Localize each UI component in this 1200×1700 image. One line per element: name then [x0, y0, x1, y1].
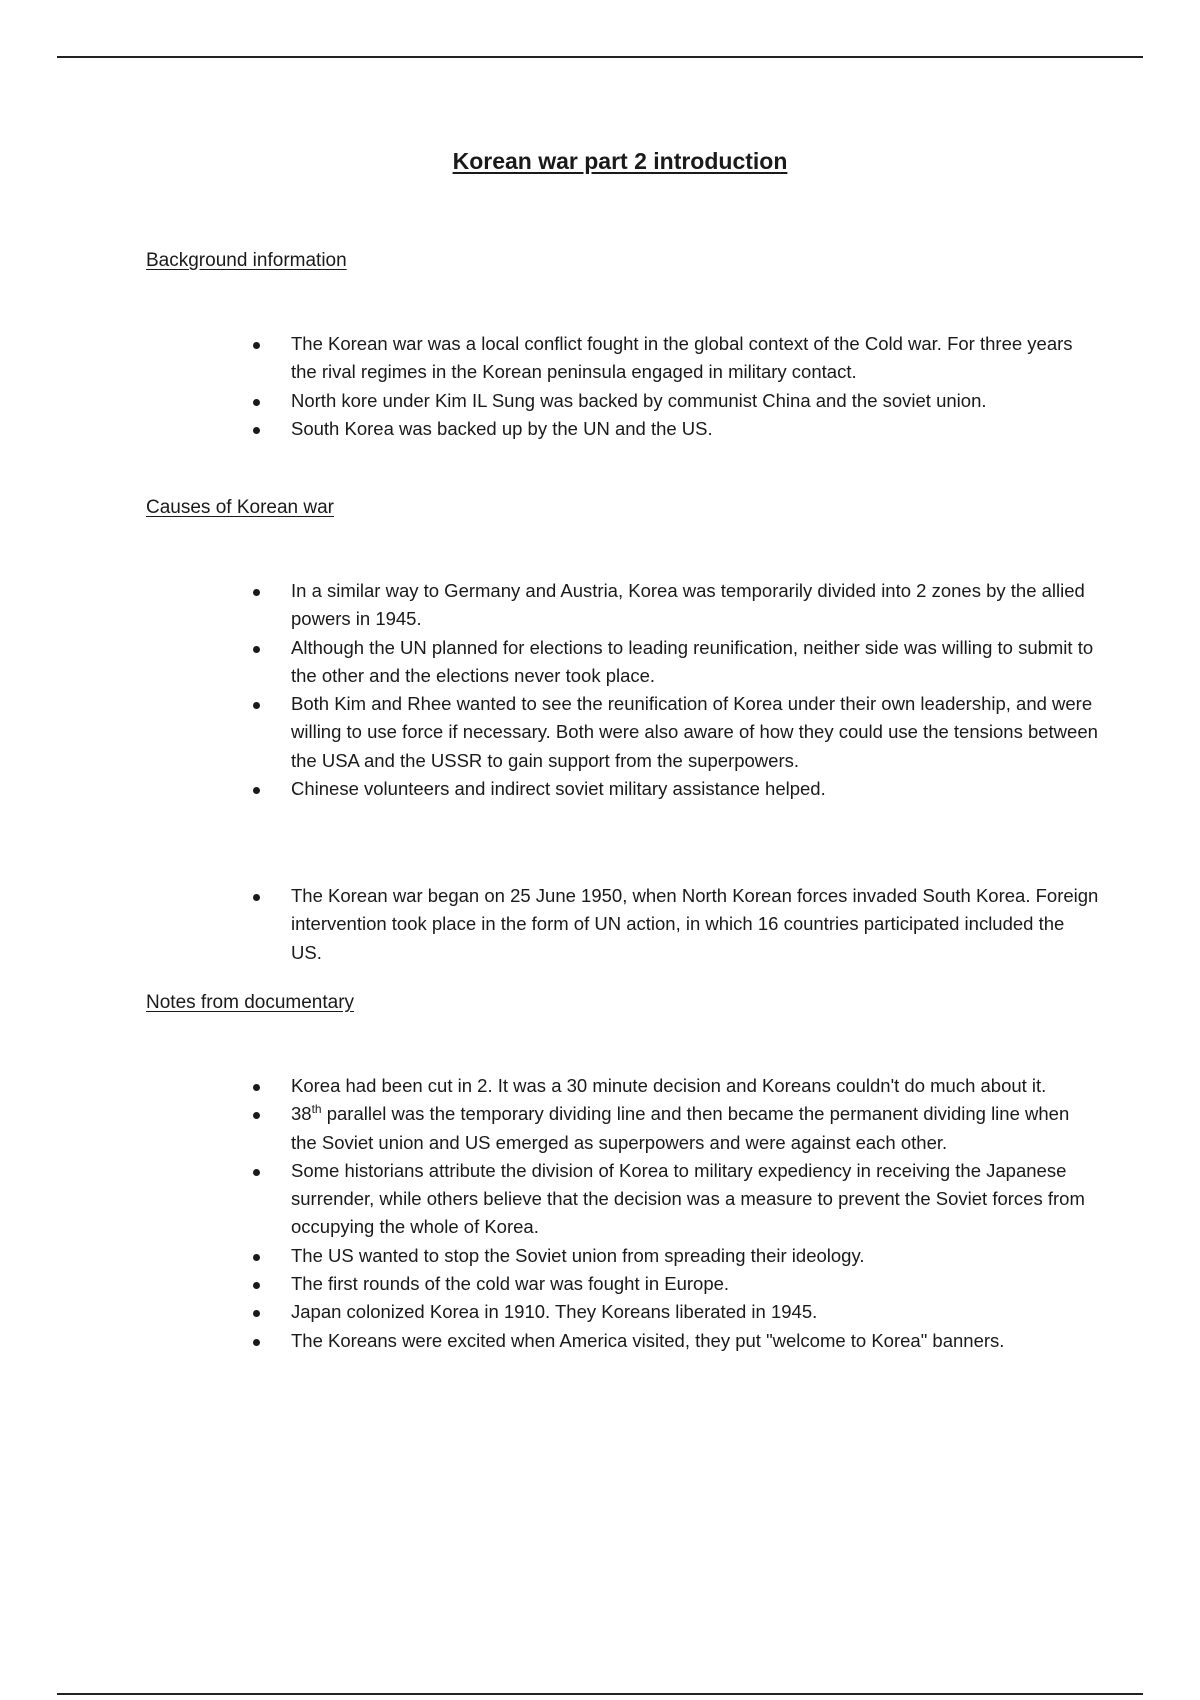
bullet-icon — [253, 1282, 260, 1289]
list-item-text: The Korean war began on 25 June 1950, when North Korean forces invaded South Korea. Foreign intervention took place in the form of UN action, in which 16 countries participated included the US. — [291, 885, 1099, 963]
list-item — [240, 690, 1100, 775]
list-item — [240, 634, 1100, 691]
page-title-text: Korean war part 2 introduction — [452, 148, 788, 174]
list-item-text: Although the UN planned for elections to leading reunification, neither side was willing to submit to the other and the elections never took place. — [291, 636, 1094, 686]
list-item — [240, 1298, 1100, 1326]
list-item-text: Both Kim and Rhee wanted to see the reunification of Korea under their own leadership, and were willing to use force if necessary. Both were also aware of how they could use the tensions between the USA and the USSR to gain support from the superpowers. — [291, 693, 1098, 771]
bottom-divider — [57, 1693, 1143, 1695]
list-item-text: Japan colonized Korea in 1910. They Koreans liberated in 1945. — [291, 1301, 818, 1323]
bullet-icon — [253, 1254, 260, 1261]
list-item — [240, 775, 1100, 803]
list-item-text: The Korean war was a local conflict fought in the global context of the Cold war. For three years the rival regimes in the Korean peninsula engaged in military contact. — [291, 333, 1073, 383]
list-item — [240, 1100, 1100, 1157]
list-item-text: Some historians attribute the division of Korea to military expediency in receiving the Japanese surrender, while others believe that the decision was a measure to prevent the Soviet forces from occupying the whole of Korea. — [291, 1159, 1085, 1238]
heading-background-information: Background information — [146, 250, 347, 271]
list-item — [240, 1157, 1100, 1242]
list-item — [240, 1242, 1100, 1270]
ordinal-suffix: th — [311, 1102, 322, 1117]
list-item-text: The US wanted to stop the Soviet union from spreading their ideology. — [291, 1244, 865, 1266]
list-item — [240, 882, 1100, 967]
list-item-text: In a similar way to Germany and Austria, Korea was temporarily divided into 2 zones by the allied powers in 1945. — [291, 580, 1085, 630]
bullet-icon — [253, 1169, 260, 1176]
bullet-icon — [253, 646, 260, 653]
bullet-icon — [253, 342, 260, 349]
bullet-icon — [253, 399, 260, 406]
list-item — [240, 387, 1100, 415]
causes-list — [240, 577, 1100, 803]
top-divider — [57, 56, 1143, 58]
list-item-text: parallel was the temporary dividing line and then became the permanent dividing line when the Soviet union and US emerged as superpowers and were against each other. — [291, 1103, 1070, 1153]
list-item-text: South Korea was backed up by the UN and the US. — [291, 417, 713, 439]
list-item — [240, 1072, 1100, 1100]
list-item-text: Chinese volunteers and indirect soviet military assistance helped. — [291, 778, 826, 800]
notes-list — [240, 1072, 1100, 1355]
bullet-icon — [253, 1112, 260, 1119]
list-item-text: The first rounds of the cold war was fought in Europe. — [291, 1273, 730, 1295]
parallel-number: 38 — [291, 1103, 312, 1125]
background-list — [240, 330, 1100, 443]
bullet-icon — [253, 1084, 260, 1091]
bullet-icon — [253, 1339, 260, 1346]
bullet-icon — [253, 702, 260, 709]
bullet-icon — [253, 787, 260, 794]
list-item-text: North kore under Kim IL Sung was backed by communist China and the soviet union. — [291, 389, 987, 411]
list-item — [240, 1327, 1100, 1355]
list-item — [240, 577, 1100, 634]
list-item-text: The Koreans were excited when America visited, they put "welcome to Korea" banners. — [291, 1329, 1005, 1351]
list-item-text: Korea had been cut in 2. It was a 30 minute decision and Koreans couldn't do much about it. — [291, 1075, 1047, 1096]
bullet-icon — [253, 1310, 260, 1317]
war-start-list — [240, 882, 1100, 967]
heading-notes-from-documentary: Notes from documentary — [146, 992, 355, 1013]
list-item — [240, 330, 1100, 387]
heading-causes-of-korean-war: Causes of Korean war — [146, 497, 334, 518]
bullet-icon — [253, 589, 260, 596]
list-item — [240, 415, 1100, 443]
page-title — [0, 146, 1200, 176]
bullet-icon — [253, 427, 260, 434]
list-item — [240, 1270, 1100, 1298]
bullet-icon — [253, 894, 260, 901]
